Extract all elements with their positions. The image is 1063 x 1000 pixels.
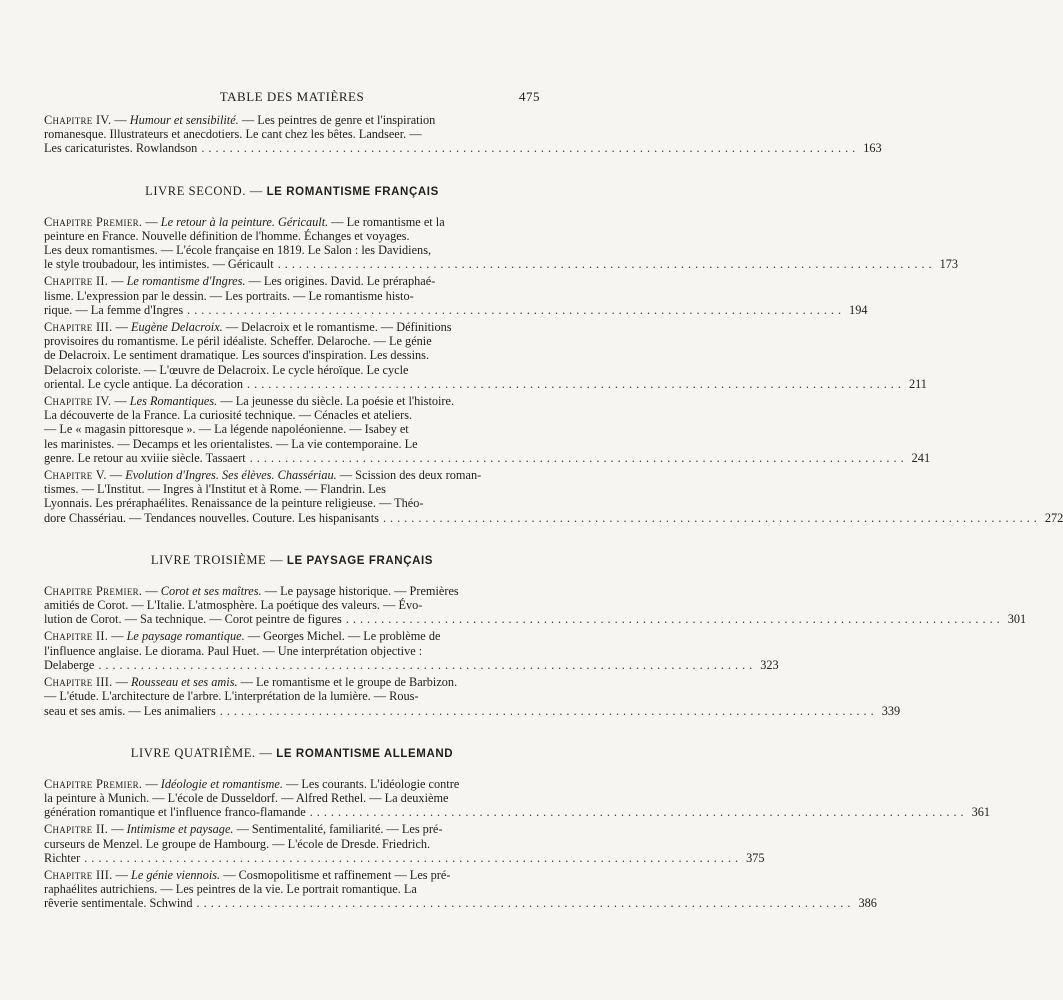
toc-entry-first-line: Chapitre II. — Intimisme et paysage. — Sentimentalité, familiarité. — Les pré- bbox=[44, 822, 443, 837]
section-title: LE ROMANTISME ALLEMAND bbox=[276, 747, 454, 760]
entry-line: de Delacroix. Le sentiment dramatique. Les sources d'inspiration. Les dessins. bbox=[44, 348, 430, 363]
entry-text: — Les peintres de genre et l'inspiration bbox=[241, 113, 436, 127]
toc-entry-first-line: Chapitre II. — Le paysage romantique. — Georges Michel. — Le problème de bbox=[44, 629, 441, 644]
toc-entry bbox=[44, 867, 877, 911]
entry-last-line bbox=[44, 657, 779, 672]
entry-page-number: 241 bbox=[911, 450, 931, 465]
entry-last-text: dore Chassériau. — Tendances nouvelles. Couture. Les hispanisants bbox=[44, 510, 379, 525]
toc-entry-first-line: Chapitre Premier. — Corot et ses maîtres. — Le paysage historique. — Premières bbox=[44, 583, 459, 598]
entry-page-number: 173 bbox=[939, 257, 959, 272]
dot-leader: ............................................................................................. bbox=[219, 703, 878, 718]
entry-last-text: Les caricaturistes. Rowlandson bbox=[44, 141, 198, 156]
toc-entry-first-line: Chapitre III. — Le génie viennois. — Cosmopolitisme et raffinement — Les pré- bbox=[44, 867, 451, 882]
entry-page-number: 323 bbox=[760, 657, 779, 672]
entry-last-line bbox=[44, 612, 1027, 627]
entry-page-number: 301 bbox=[1007, 612, 1027, 627]
entry-last-line bbox=[44, 141, 882, 156]
toc-entry bbox=[44, 274, 868, 317]
dot-leader: ............................................................................................. bbox=[196, 896, 855, 911]
entry-line: tismes. — L'Institut. — Ingres à l'Institut et à Rome. — Flandrin. Les bbox=[44, 482, 386, 497]
entry-last-line bbox=[44, 805, 991, 820]
entry-last-text: rique. — La femme d'Ingres bbox=[44, 302, 184, 317]
entry-page-number: 194 bbox=[849, 302, 868, 317]
section-label: LIVRE QUATRIÈME. — bbox=[130, 745, 277, 760]
chapter-label: Chapitre V. bbox=[44, 468, 107, 483]
entry-text: — Le paysage historique. — Premières bbox=[264, 583, 459, 598]
section-label: LIVRE SECOND. — bbox=[145, 183, 267, 198]
entry-last-line bbox=[44, 257, 959, 272]
entry-last-line bbox=[44, 510, 1063, 525]
entry-last-text: le style troubadour, les intimistes. — Géricault bbox=[44, 257, 274, 272]
entry-page-number: 386 bbox=[858, 896, 877, 911]
chapter-label: Chapitre III. bbox=[44, 867, 113, 882]
dot-leader: ............................................................................................. bbox=[382, 510, 1041, 525]
dot-leader: ............................................................................................. bbox=[345, 612, 1004, 627]
chapter-title: Idéologie et romantisme. bbox=[160, 776, 283, 791]
chapter-title: Le retour à la peinture. Géricault. bbox=[160, 214, 329, 229]
chapter-title: Le génie viennois. bbox=[131, 867, 221, 882]
toc-entry bbox=[44, 320, 927, 391]
section-label: LIVRE TROISIÈME — bbox=[150, 552, 287, 567]
chapter-label: Chapitre III. bbox=[44, 320, 113, 335]
entry-last-text: lution de Corot. — Sa technique. — Corot peintre de figures bbox=[44, 612, 342, 627]
entry-last-line bbox=[44, 302, 868, 317]
entry-line: lisme. L'expression par le dessin. — Les portraits. — Le romantisme histo- bbox=[44, 288, 414, 303]
section-title: LE PAYSAGE FRANÇAIS bbox=[286, 554, 434, 567]
entry-line: romanesque. Illustrateurs et anecdotiers. Le cant chez les bêtes. Landseer. — bbox=[44, 127, 422, 142]
entry-line: Les deux romantismes. — L'école française en 1819. Le Salon : les Davidiens, bbox=[44, 243, 432, 258]
chapter-title: Les Romantiques. bbox=[129, 394, 218, 409]
chapter-title: Corot et ses maîtres. bbox=[160, 583, 262, 598]
entry-line: Lyonnais. Les préraphaélites. Renaissance de la peinture religieuse. — Théo- bbox=[44, 496, 424, 511]
entry-text: — Georges Michel. — Le problème de bbox=[247, 629, 441, 644]
toc-entry bbox=[44, 776, 991, 820]
entry-last-line bbox=[44, 896, 877, 911]
toc-entry-first-line: Chapitre IV. — Les Romantiques. — La jeunesse du siècle. La poésie et l'histoire. bbox=[44, 394, 455, 409]
toc-entry-first-line: Chapitre Premier. — Le retour à la peinture. Géricault. — Le romantisme et la bbox=[44, 214, 445, 229]
entry-text: — La jeunesse du siècle. La poésie et l'histoire. bbox=[220, 394, 455, 409]
chapter-label: Chapitre Premier. bbox=[44, 776, 143, 791]
toc-entry bbox=[44, 822, 765, 865]
entry-last-text: seau et ses amis. — Les animaliers bbox=[44, 703, 216, 718]
entry-text: — Le romantisme et le groupe de Barbizon. bbox=[240, 675, 458, 690]
chapter-title: Rousseau et ses amis. bbox=[131, 675, 238, 690]
entry-page-number: 272 bbox=[1044, 510, 1063, 525]
chapter-label: Chapitre IV. bbox=[44, 394, 112, 409]
chapter-label: Chapitre Premier. bbox=[44, 214, 143, 229]
chapter-label: Chapitre II. bbox=[44, 629, 109, 644]
entry-text: — Delacroix et le romantisme. — Définitions bbox=[225, 320, 452, 335]
toc-entry bbox=[44, 675, 901, 718]
chapter-label: Chapitre Premier. bbox=[44, 583, 143, 598]
chapter-label: Chapitre IV. bbox=[44, 113, 112, 127]
entry-last-text: oriental. Le cycle antique. La décoration bbox=[44, 376, 244, 391]
entry-page-number: 163 bbox=[863, 141, 882, 156]
section-heading bbox=[44, 746, 540, 761]
chapter-title: Intimisme et paysage. bbox=[126, 822, 234, 837]
table-of-contents bbox=[44, 113, 1063, 914]
entry-page-number: 339 bbox=[881, 703, 901, 718]
toc-entry-first-line: Chapitre IV. — Humour et sensibilité. — Les peintres de genre et l'inspiration bbox=[44, 113, 436, 127]
dot-leader: ............................................................................................. bbox=[249, 450, 908, 465]
entry-line: l'influence anglaise. Le diorama. Paul Huet. — Une interprétation objective : bbox=[44, 643, 423, 658]
page-number: 475 bbox=[519, 89, 540, 104]
toc-entry bbox=[44, 583, 1027, 627]
entry-last-line bbox=[44, 376, 927, 391]
entry-last-text: Delaberge bbox=[44, 657, 95, 672]
dot-leader: ............................................................................................. bbox=[201, 141, 860, 156]
entry-line: La découverte de la France. La curiosité technique. — Cénacles et ateliers. bbox=[44, 408, 413, 423]
entry-page-number: 375 bbox=[746, 850, 765, 865]
entry-text: — Les origines. David. Le préraphaé- bbox=[248, 274, 436, 289]
chapter-title: Le paysage romantique. bbox=[126, 629, 245, 644]
entry-line: — Le « magasin pittoresque ». — La légende napoléonienne. — Isabey et bbox=[44, 422, 409, 437]
section-title: LE ROMANTISME FRANÇAIS bbox=[266, 185, 439, 198]
entry-last-line bbox=[44, 450, 931, 465]
chapter-title: Humour et sensibilité. bbox=[129, 113, 239, 127]
dot-leader: ............................................................................................. bbox=[98, 657, 757, 672]
chapter-label: Chapitre III. bbox=[44, 675, 113, 690]
chapter-title: Eugène Delacroix. bbox=[131, 320, 223, 335]
dot-leader: ............................................................................................. bbox=[309, 805, 968, 820]
entry-text: — Cosmopolitisme et raffinement — Les pré- bbox=[223, 867, 451, 882]
chapter-title: Evolution d'Ingres. Ses élèves. Chassériau. bbox=[125, 468, 337, 483]
entry-line: raphaélites autrichiens. — Les peintres de la vie. Le portrait romantique. La bbox=[44, 882, 417, 897]
toc-entry-first-line: Chapitre III. — Rousseau et ses amis. — Le romantisme et le groupe de Barbizon. bbox=[44, 675, 458, 690]
toc-entry bbox=[44, 214, 959, 272]
entry-last-line bbox=[44, 850, 765, 865]
toc-entry-first-line: Chapitre II. — Le romantisme d'Ingres. — Les origines. David. Le préraphaé- bbox=[44, 274, 436, 289]
dot-leader: ............................................................................................. bbox=[84, 850, 743, 865]
section-heading bbox=[44, 553, 540, 568]
entry-text: — Sentimentalité, familiarité. — Les pré- bbox=[236, 822, 443, 837]
entry-line: provisoires du romantisme. Le péril idéaliste. Scheffer. Delaroche. — Le génie bbox=[44, 334, 432, 349]
toc-entry-first-line: Chapitre V. — Evolution d'Ingres. Ses élèves. Chassériau. — Scission des deux roman- bbox=[44, 468, 482, 483]
chapter-label: Chapitre II. bbox=[44, 822, 109, 837]
entry-text: — Scission des deux roman- bbox=[339, 468, 482, 483]
toc-entry-first-line: Chapitre III. — Eugène Delacroix. — Delacroix et le romantisme. — Définitions bbox=[44, 320, 452, 335]
entry-line: les marinistes. — Decamps et les orientalistes. — La vie contemporaine. Le bbox=[44, 436, 418, 451]
toc-entry bbox=[44, 468, 1063, 525]
chapter-label: Chapitre II. bbox=[44, 274, 109, 289]
page-title: TABLE DES MATIÈRES bbox=[219, 89, 365, 104]
chapter-title: Le romantisme d'Ingres. bbox=[126, 274, 246, 289]
entry-page-number: 211 bbox=[908, 376, 927, 391]
entry-line: curseurs de Menzel. Le groupe de Hambourg. — L'école de Dresde. Friedrich. bbox=[44, 836, 431, 851]
toc-entry bbox=[44, 394, 931, 465]
entry-text: — Le romantisme et la bbox=[331, 214, 445, 229]
entry-page-number: 361 bbox=[971, 805, 991, 820]
toc-entry-first-line: Chapitre Premier. — Idéologie et romantisme. — Les courants. L'idéologie contre bbox=[44, 776, 460, 791]
section-heading bbox=[44, 184, 540, 199]
entry-last-text: genre. Le retour au xviiie siècle. Tassaert bbox=[44, 450, 246, 465]
entry-last-text: Richter bbox=[44, 850, 81, 865]
entry-text: — Les courants. L'idéologie contre bbox=[285, 776, 460, 791]
entry-line: amitiés de Corot. — L'Italie. L'atmosphère. La poétique des valeurs. — Évo- bbox=[44, 598, 423, 613]
entry-last-line bbox=[44, 703, 901, 718]
toc-entry bbox=[44, 629, 779, 672]
entry-last-text: rêverie sentimentale. Schwind bbox=[44, 896, 193, 911]
entry-line: peinture en France. Nouvelle définition de l'homme. Échanges et voyages. bbox=[44, 228, 410, 243]
dot-leader: ............................................................................................. bbox=[187, 302, 846, 317]
entry-line: Delacroix coloriste. — L'œuvre de Delacroix. Le cycle héroïque. Le cycle bbox=[44, 362, 409, 377]
dot-leader: ............................................................................................. bbox=[247, 376, 905, 391]
entry-line: — L'étude. L'architecture de l'arbre. L'interprétation de la lumière. — Rous- bbox=[44, 689, 419, 704]
dot-leader: ............................................................................................. bbox=[277, 257, 936, 272]
entry-last-text: génération romantique et l'influence franco-flamande bbox=[44, 805, 306, 820]
entry-line: la peinture à Munich. — L'école de Dusseldorf. — Alfred Rethel. — La deuxième bbox=[44, 790, 449, 805]
toc-entry bbox=[44, 113, 882, 156]
